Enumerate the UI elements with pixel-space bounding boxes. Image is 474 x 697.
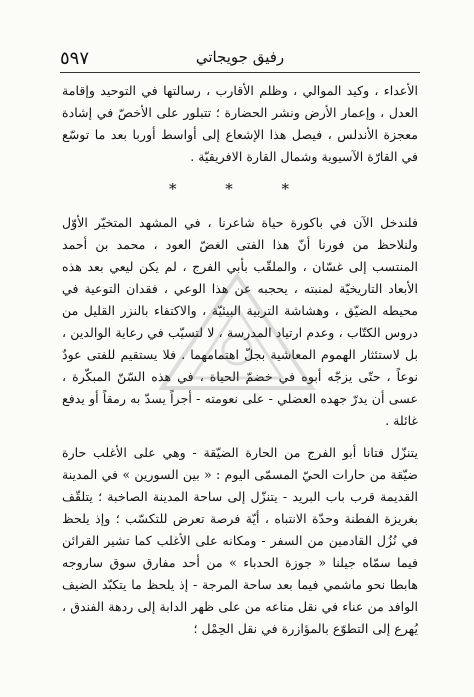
page-header — [60, 44, 420, 70]
body-text — [62, 80, 418, 640]
page-number: ٥٩٧ — [60, 48, 90, 69]
paragraph-3: يتنزّل فتانا أبو الفرج من الحارة الضيّقة - وهي على الأغلب حارة ضيّقة من حارات الحيّ المسمّى اليوم : « بين السورين » في المدينة القديمة قرب باب البريد - يتنزّل إلى ساحة المدينة الصاخبة ؛ يتلقّف بغريزة الفطنة وحدّة الانتباه ، أيّة فرصة تعرض للتكسّب ؛ وإذ يلحظ في نُزُل القادمين من السفر - ومكانه على الأغلب كما تشير القرائن فيما سمّاه جيلنا « جوزة الحدباء » من أحد مفارق سوق ساروجه هابطا نحو ماشمي فيما بعد ساحة المرجة - إذ يلحظ ما يتكبّد الضيف الوافد من عناء في نقل متاعه من على ظهر الدابة إلى ردهة الفندق ، يُهرع إلى التطوّع بالمؤازرة في نقل الحِمْل ؛ — [62, 445, 418, 636]
section-ornament: * * * — [168, 180, 312, 198]
running-title: رفيق جويجاتي — [195, 48, 285, 66]
header-rule — [60, 72, 420, 73]
paragraph-1: الأعداء ، وكيد الموالي ، وظلم الأقارب ، رسالتها في التوحيد وإقامة العدل ، وإعمار الأرض ونشر الحضارة ؛ تتبلور على الأخصّ في إشادة معجزة الأندلس ، فيصل هذا الإشعاع إلى أواسط أوربا بعد ما توسّع في القارّة الآسيوية وشمال القارة الافريقيّة . — [62, 83, 418, 164]
paragraph-2: فلندخل الآن في باكورة حياة شاعرنا ، في المشهد المتخيّر الأوّل ولنلاحظ من فورنا أنّ هذا الفتى الغضّ العود ، محمد بن أحمد المنتسب إلى غسّان ، والملقّب بأبي الفرج ، لم يكن ليعي بعد هذه الأبعاد التاريخيّة لمنبته ، يحجبه عن هذا الوعي ، فقدان التوعية في محيطه الضيّق ، وهشاشة التربية البيئيّة ، والاكتفاء بالنزر القليل من دروس الكتّاب ، وعدم ارتياد المدرسة ، لا لتسيّب في رعاية الوالدين ، بل لاستئثار الهموم المعاشية بجلّ اهتمامهما . فلا يستقيم للفتى عودٌ نوعاً ، حتّى يزجّه أبوه في خضمّ الحياة ، في هذه السّنّ المبكّرة ، عسى أن يدرّ جهده العضلي - على نعومته - أجراً يسدّ به رمقاً أو يدفع غائلة . — [62, 215, 418, 428]
paragraph-gap — [62, 432, 418, 442]
